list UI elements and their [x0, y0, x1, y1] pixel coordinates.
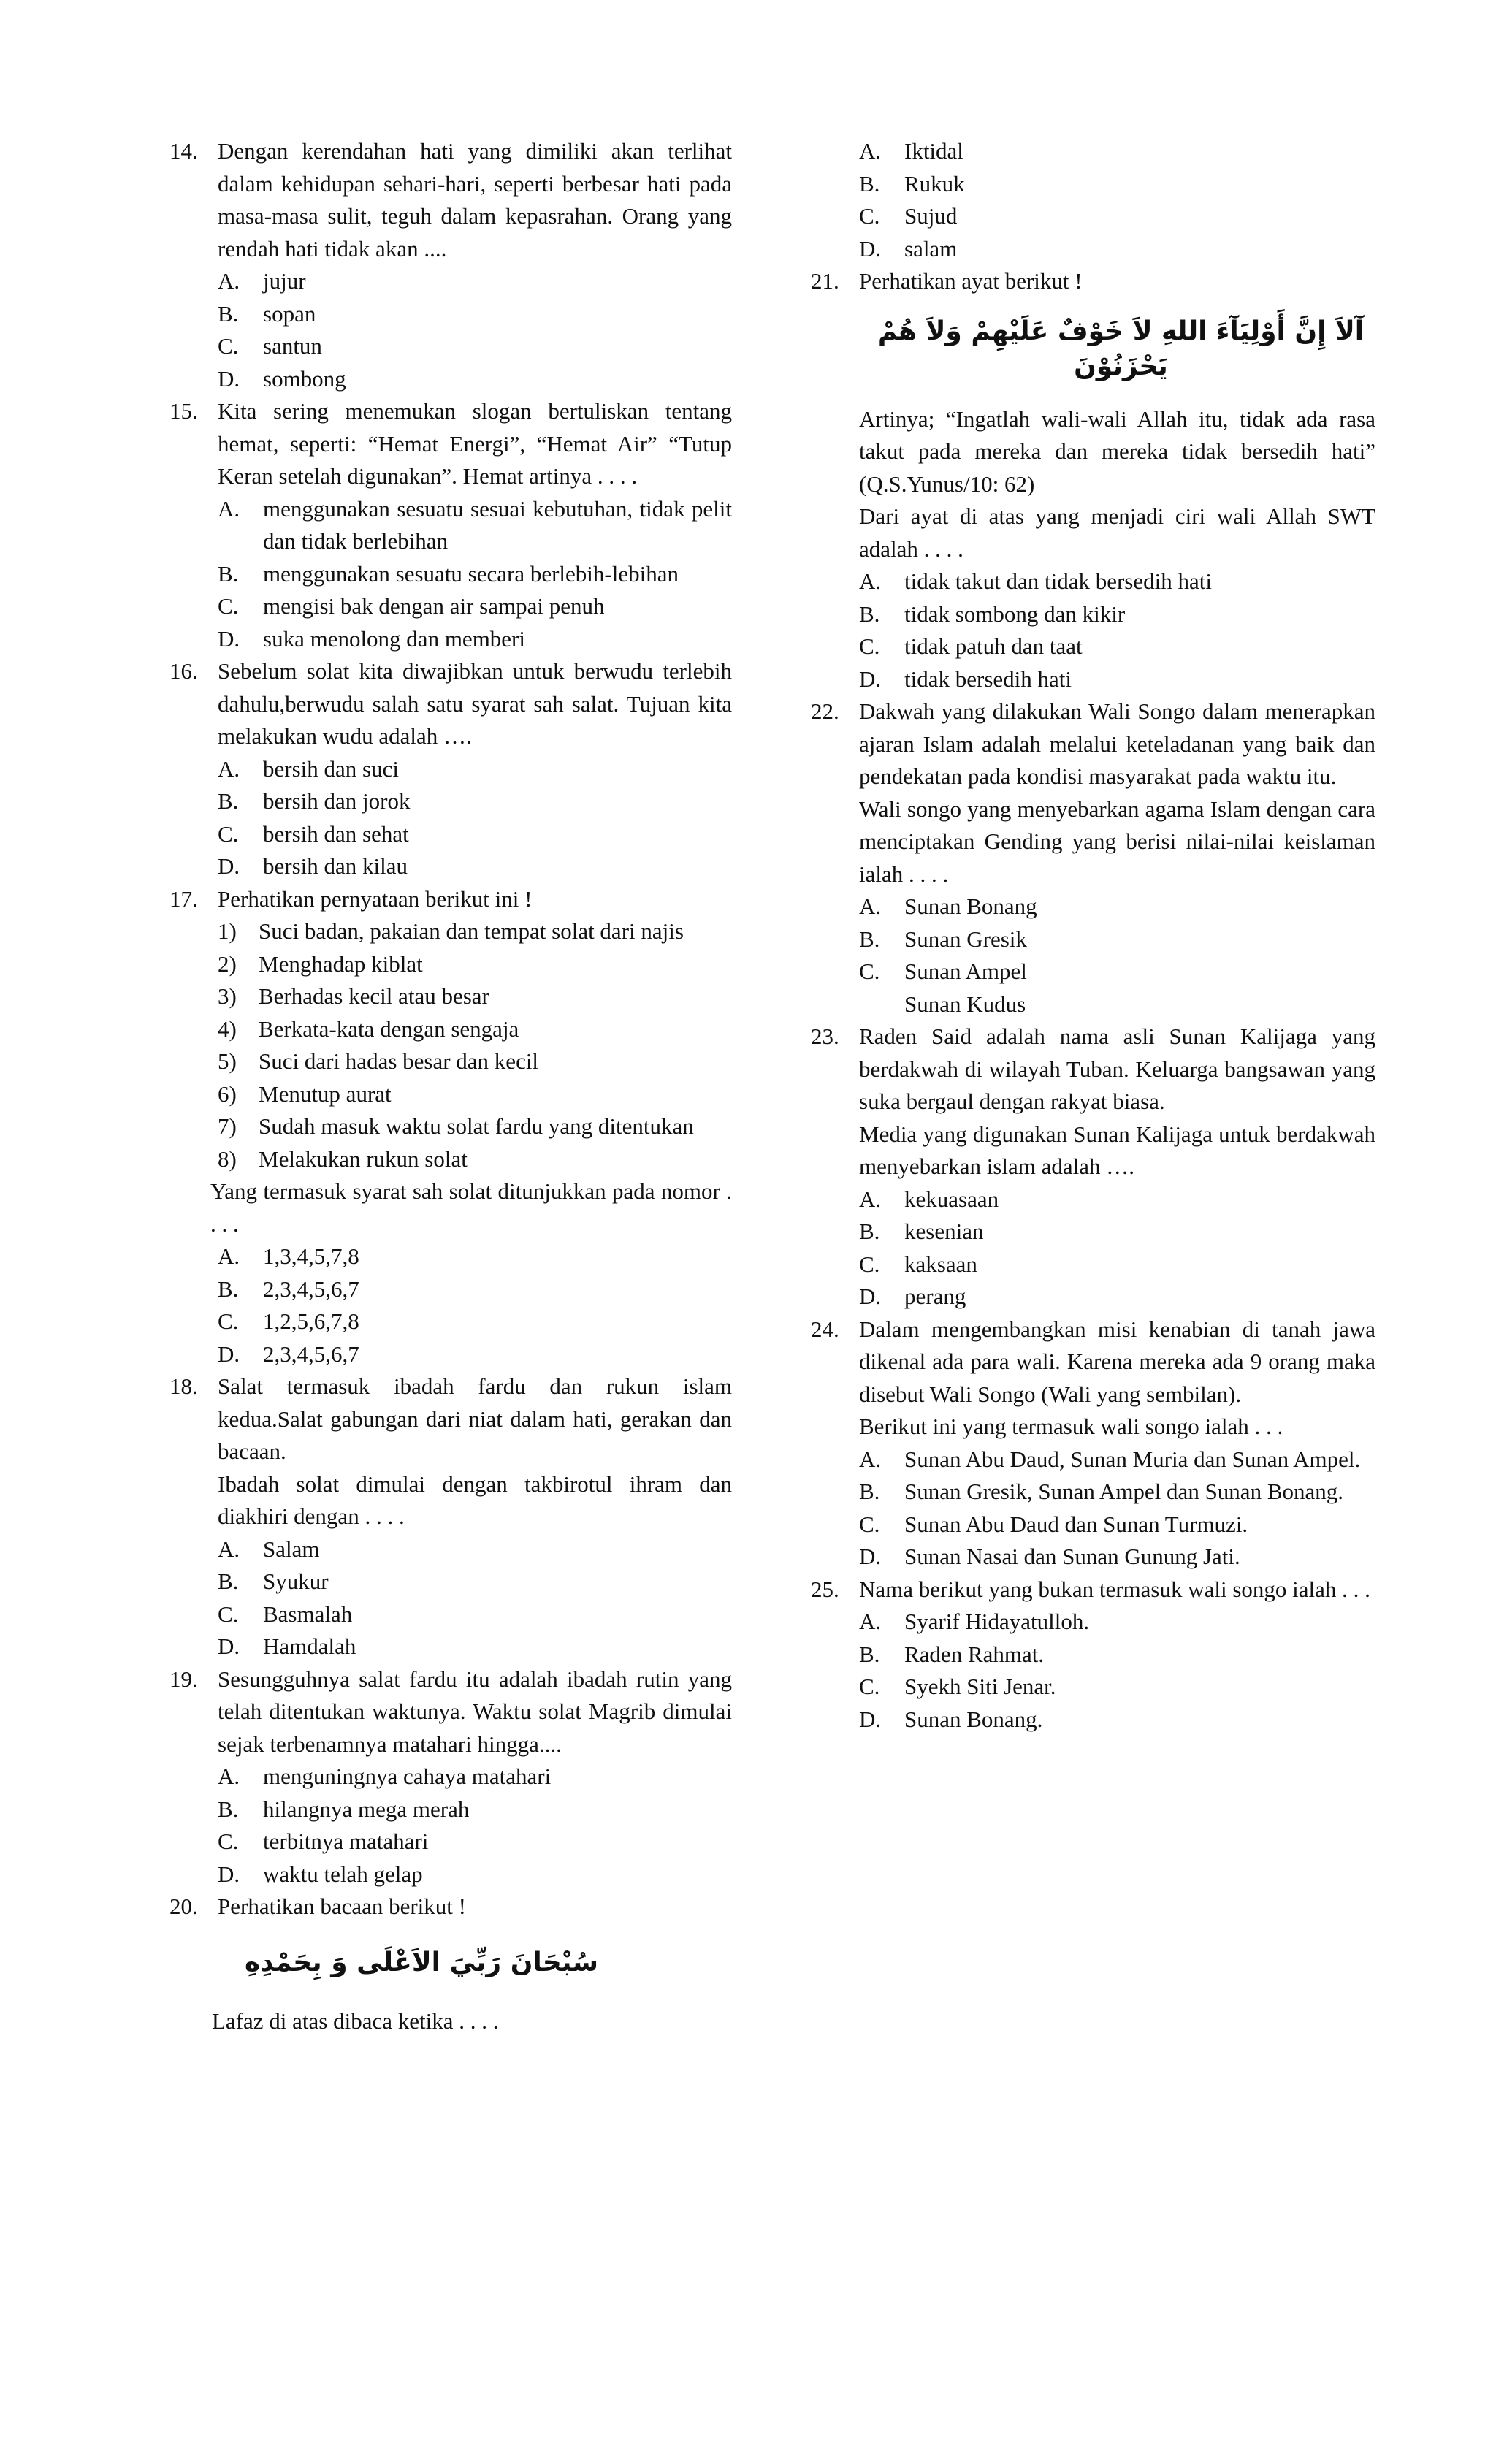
question-stem: Sebelum solat kita diwajibkan untuk berwudu terlebih dahulu,berwudu salah satu syarat sah salat. Tujuan kita melakukan wudu adalah …. [218, 658, 732, 749]
option-letter: A. [218, 755, 240, 782]
option-letter: A. [859, 1446, 882, 1472]
question-21 [811, 265, 1375, 695]
statement-text: Menutup aurat [259, 1080, 392, 1107]
option-letter: C. [859, 203, 880, 229]
option-d[interactable] [218, 850, 732, 883]
option-d[interactable] [218, 1630, 732, 1663]
option-letter: A. [218, 1243, 240, 1269]
option-letter: D. [218, 1633, 240, 1659]
option-a[interactable] [859, 1183, 1375, 1216]
option-d[interactable] [859, 1541, 1375, 1574]
question-number: 22. [811, 698, 839, 724]
option-text: mengisi bak dengan air sampai penuh [263, 593, 605, 619]
option-text: Sunan Nasai dan Sunan Gunung Jati. [904, 1544, 1240, 1569]
option-text: bersih dan kilau [263, 853, 408, 879]
option-d[interactable] [859, 1281, 1375, 1313]
option-letter: B. [218, 1796, 239, 1822]
option-text: Hamdalah [263, 1633, 356, 1659]
option-text: kaksaan [904, 1251, 977, 1277]
option-d[interactable] [218, 1338, 732, 1371]
option-b[interactable] [218, 1273, 732, 1306]
option-b[interactable] [859, 923, 1375, 956]
question-stem: Perhatikan bacaan berikut ! [218, 1893, 466, 1919]
option-b[interactable] [859, 168, 1375, 201]
option-letter: C. [859, 633, 880, 659]
question-stem: Kita sering menemukan slogan bertuliskan tentang hemat, seperti: “Hemat Energi”, “Hemat Air” “Tutup Keran setelah digunakan”. Hemat artinya . . . . [218, 398, 732, 489]
question-stem: Sesungguhnya salat fardu itu adalah ibadah rutin yang telah ditentukan waktunya. Waktu solat Magrib dimulai sejak terbenamnya matahari hingga.... [218, 1666, 732, 1757]
option-letter: D. [859, 1706, 882, 1732]
question-stem: Perhatikan pernyataan berikut ini ! [218, 885, 533, 912]
statement-text: Melakukan rukun solat [259, 1145, 468, 1172]
option-letter: A. [859, 1609, 882, 1634]
right-column [811, 135, 1375, 1736]
option-b[interactable] [859, 1216, 1375, 1248]
option-letter: D. [859, 1284, 882, 1309]
option-text: salam [904, 235, 958, 262]
option-letter: C. [218, 1601, 239, 1627]
option-text: terbitnya matahari [263, 1828, 429, 1854]
arabic-recitation: سُبْحَانَ رَبِّيَ الاَعْلَى وَ بِحَمْدِهِ [245, 1947, 598, 1977]
option-text: Sunan Ampel [904, 958, 1027, 984]
question-number: 24. [811, 1316, 839, 1342]
option-text: Sunan Gresik [904, 926, 1027, 952]
option-d[interactable] [218, 363, 732, 396]
statement-item [218, 1143, 732, 1176]
statement-number: 1) [218, 918, 237, 944]
option-letter: C. [859, 1251, 880, 1277]
statement-number: 5) [218, 1048, 237, 1074]
option-b[interactable] [218, 1793, 732, 1826]
statement-item [218, 1013, 732, 1046]
option-text: Sujud [904, 203, 958, 229]
left-column [169, 135, 732, 2037]
statement-number: 6) [218, 1080, 237, 1107]
option-text: 1,2,5,6,7,8 [263, 1308, 359, 1334]
option-text: Sunan Gresik, Sunan Ampel dan Sunan Bonang. [904, 1479, 1344, 1504]
question-number: 17. [169, 885, 198, 912]
option-text: Basmalah [263, 1601, 353, 1627]
option-c[interactable] [218, 590, 732, 623]
option-text: sopan [263, 300, 316, 327]
option-a[interactable] [218, 1533, 732, 1566]
question-stem: Dengan kerendahan hati yang dimiliki akan terlihat dalam kehidupan sehari-hari, seperti berbesar hati pada masa-masa sulit, teguh dalam kepasrahan. Orang yang rendah hati tidak akan .... [218, 138, 732, 262]
option-text: tidak sombong dan kikir [904, 600, 1126, 627]
option-c[interactable] [218, 1826, 732, 1858]
question-prompt: Lafaz di atas dibaca ketika . . . . [212, 2007, 499, 2034]
option-text: 1,3,4,5,7,8 [263, 1243, 359, 1269]
question-prompt: Media yang digunakan Sunan Kalijaga untuk berdakwah menyebarkan islam adalah …. [859, 1121, 1375, 1179]
statement-text: Sudah masuk waktu solat fardu yang ditentukan [259, 1113, 694, 1139]
option-b[interactable] [859, 598, 1375, 631]
statement-number: 7) [218, 1113, 237, 1139]
question-stem: Salat termasuk ibadah fardu dan rukun islam kedua.Salat gabungan dari niat dalam hati, gerakan dan bacaan. [218, 1373, 732, 1464]
option-letter: A. [218, 1763, 240, 1789]
statement-item [218, 1045, 732, 1078]
option-b[interactable] [859, 1476, 1375, 1508]
option-c[interactable] [218, 1598, 732, 1631]
question-number: 23. [811, 1023, 839, 1049]
option-text: perang [904, 1284, 966, 1309]
question-number: 15. [169, 398, 198, 424]
option-a[interactable] [859, 565, 1375, 598]
option-a[interactable] [218, 1761, 732, 1793]
statement-number: 4) [218, 1015, 237, 1042]
option-text: 2,3,4,5,6,7 [263, 1275, 359, 1302]
option-letter: D. [218, 853, 240, 879]
statement-item [218, 915, 732, 948]
question-prompt: Dari ayat di atas yang menjadi ciri wali Allah SWT adalah . . . . [859, 503, 1375, 562]
option-text: tidak patuh dan taat [904, 633, 1083, 659]
question-16 [169, 655, 732, 883]
question-number: 20. [169, 1893, 198, 1919]
question-number: 25. [811, 1576, 839, 1602]
option-c[interactable] [859, 1671, 1375, 1704]
question-number: 19. [169, 1666, 198, 1692]
option-a[interactable] [859, 135, 1375, 168]
option-text: Sunan Abu Daud, Sunan Muria dan Sunan Ampel. [904, 1446, 1361, 1472]
question-stem: Dakwah yang dilakukan Wali Songo dalam menerapkan ajaran Islam adalah melalui keteladanan yang baik dan pendekatan pada kondisi masyarakat pada waktu itu. [859, 698, 1375, 789]
question-25 [811, 1574, 1375, 1736]
option-text: sombong [263, 365, 346, 392]
option-letter: A. [218, 1536, 240, 1562]
option-letter: C. [218, 1308, 239, 1334]
verse-translation: Artinya; “Ingatlah wali-wali Allah itu, tidak ada rasa takut pada mereka dan mereka tidak bersedih hati” (Q.S.Yunus/10: 62) [859, 405, 1375, 497]
option-letter: B. [218, 1568, 239, 1594]
question-prompt: Yang termasuk syarat sah solat ditunjukkan pada nomor . . . . [210, 1178, 732, 1237]
option-a[interactable] [859, 1443, 1375, 1476]
statement-text: Menghadap kiblat [259, 950, 423, 977]
question-number: 14. [169, 138, 198, 164]
question-number: 16. [169, 658, 198, 684]
option-d[interactable] [218, 1858, 732, 1891]
option-text: Syekh Siti Jenar. [904, 1674, 1056, 1699]
option-b[interactable] [218, 785, 732, 818]
option-a[interactable] [218, 1240, 732, 1273]
question-19 [169, 1663, 732, 1891]
option-text: Sunan Bonang. [904, 1706, 1043, 1732]
option-text: jujur [263, 268, 306, 294]
statement-text: Suci badan, pakaian dan tempat solat dari najis [259, 918, 684, 944]
question-number: 18. [169, 1373, 198, 1399]
option-d[interactable] [859, 1704, 1375, 1736]
question-20 [169, 1891, 732, 1923]
option-text: Iktidal [904, 138, 963, 164]
option-text: hilangnya mega merah [263, 1796, 470, 1822]
option-text: menggunakan sesuatu sesuai kebutuhan, tidak pelit dan tidak berlebihan [263, 495, 732, 554]
option-b[interactable] [218, 558, 732, 591]
question-number: 21. [811, 268, 839, 294]
option-d[interactable] [859, 663, 1375, 696]
option-letter: C. [218, 820, 239, 847]
option-c[interactable] [859, 200, 1375, 233]
option-letter: B. [218, 788, 239, 814]
question-prompt: Berikut ini yang termasuk wali songo ialah . . . [859, 1414, 1283, 1439]
option-letter: B. [859, 926, 880, 952]
option-text: menguningnya cahaya matahari [263, 1763, 552, 1789]
option-text: bersih dan suci [263, 755, 399, 782]
option-letter: D. [859, 665, 882, 692]
option-letter: C. [859, 1511, 880, 1537]
option-letter: B. [218, 1275, 239, 1302]
option-letter: A. [218, 495, 240, 522]
question-22 [811, 695, 1375, 1021]
option-letter: C. [218, 333, 239, 359]
question-stem: Perhatikan ayat berikut ! [859, 268, 1083, 294]
option-c[interactable] [218, 1305, 732, 1338]
option-text: Syarif Hidayatulloh. [904, 1609, 1090, 1634]
option-c[interactable] [859, 1508, 1375, 1541]
option-text: Sunan Kudus [904, 991, 1026, 1017]
option-text: Rukuk [904, 170, 965, 197]
statement-number: 2) [218, 950, 237, 977]
option-text: Syukur [263, 1568, 329, 1594]
option-letter: D. [218, 1861, 240, 1887]
option-c[interactable] [859, 956, 1375, 988]
option-letter: C. [859, 958, 880, 984]
option-text: tidak bersedih hati [904, 665, 1072, 692]
option-letter: D. [218, 365, 240, 392]
option-letter: A. [859, 893, 882, 919]
option-text: kekuasaan [904, 1186, 999, 1212]
statement-item [218, 980, 732, 1013]
option-c[interactable] [859, 1248, 1375, 1281]
question-20-options [811, 135, 1375, 265]
option-letter: B. [859, 1479, 880, 1504]
statement-text: Berkata-kata dengan sengaja [259, 1015, 519, 1042]
option-a[interactable] [218, 493, 732, 558]
statement-text: Suci dari hadas besar dan kecil [259, 1048, 539, 1074]
option-letter: A. [859, 568, 882, 594]
question-prompt: Ibadah solat dimulai dengan takbirotul ihram dan diakhiri dengan . . . . [218, 1471, 732, 1529]
option-letter: A. [218, 268, 240, 294]
option-letter: B. [859, 1218, 880, 1244]
question-15 [169, 395, 732, 655]
statement-item [218, 1110, 732, 1143]
question-24 [811, 1313, 1375, 1574]
option-letter: C. [859, 1674, 880, 1699]
option-a[interactable] [218, 753, 732, 786]
option-letter: C. [218, 1828, 239, 1854]
option-b[interactable] [218, 298, 732, 331]
option-letter: D. [859, 235, 882, 262]
option-text: waktu telah gelap [263, 1861, 423, 1887]
option-letter: D. [218, 1340, 240, 1367]
question-14 [169, 135, 732, 395]
option-a[interactable] [218, 265, 732, 298]
option-text: bersih dan jorok [263, 788, 411, 814]
option-letter: B. [218, 300, 239, 327]
option-text: Sunan Abu Daud dan Sunan Turmuzi. [904, 1511, 1248, 1537]
option-d[interactable] [859, 233, 1375, 266]
question-stem: Nama berikut yang bukan termasuk wali songo ialah . . . [859, 1576, 1370, 1602]
option-text: Sunan Bonang [904, 893, 1037, 919]
option-letter: B. [859, 1641, 880, 1667]
statement-number: 8) [218, 1145, 237, 1172]
option-text: tidak takut dan tidak bersedih hati [904, 568, 1212, 594]
option-letter: B. [859, 170, 880, 197]
option-letter: B. [218, 560, 239, 587]
option-letter: B. [859, 600, 880, 627]
option-a[interactable] [859, 1606, 1375, 1639]
option-letter: C. [218, 593, 239, 619]
question-18 [169, 1370, 732, 1663]
option-letter: A. [859, 138, 882, 164]
option-letter: D. [218, 625, 240, 652]
option-b[interactable] [859, 1639, 1375, 1671]
option-c[interactable] [859, 630, 1375, 663]
option-letter: D. [859, 1544, 882, 1569]
option-text: santun [263, 333, 322, 359]
statement-item [218, 948, 732, 981]
option-a[interactable] [859, 890, 1375, 923]
option-text: 2,3,4,5,6,7 [263, 1340, 359, 1367]
question-prompt: Wali songo yang menyebarkan agama Islam dengan cara menciptakan Gending yang berisi nilai-nilai keislaman ialah . . . . [859, 796, 1375, 887]
question-23 [811, 1021, 1375, 1313]
arabic-verse: آلاَ إِنَّ أَوْلِيَآءَ اللهِ لاَ خَوْفٌ عَلَيْهِمْ وَلاَ هُمْ يَحْزَنُوْنَ [877, 316, 1365, 381]
option-b[interactable] [218, 1565, 732, 1598]
option-text: suka menolong dan memberi [263, 625, 525, 652]
option-c[interactable] [218, 818, 732, 851]
question-stem: Dalam mengembangkan misi kenabian di tanah jawa dikenal ada para wali. Karena mereka ada 9 orang maka disebut Wali Songo (Wali yang sembilan). [859, 1316, 1375, 1407]
option-c[interactable] [218, 330, 732, 363]
option-d[interactable] [859, 988, 1375, 1021]
option-letter: A. [859, 1186, 882, 1212]
option-text: kesenian [904, 1218, 984, 1244]
option-text: Raden Rahmat. [904, 1641, 1045, 1667]
option-text: menggunakan sesuatu secara berlebih-lebihan [263, 560, 679, 587]
statement-number: 3) [218, 983, 237, 1009]
option-text: Salam [263, 1536, 320, 1562]
option-text: bersih dan sehat [263, 820, 409, 847]
question-stem: Raden Said adalah nama asli Sunan Kalijaga yang berdakwah di wilayah Tuban. Keluarga bangsawan yang suka bergaul dengan rakyat biasa. [859, 1023, 1375, 1114]
statement-text: Berhadas kecil atau besar [259, 983, 489, 1009]
question-17 [169, 883, 732, 1371]
option-d[interactable] [218, 623, 732, 656]
statement-item [218, 1078, 732, 1111]
